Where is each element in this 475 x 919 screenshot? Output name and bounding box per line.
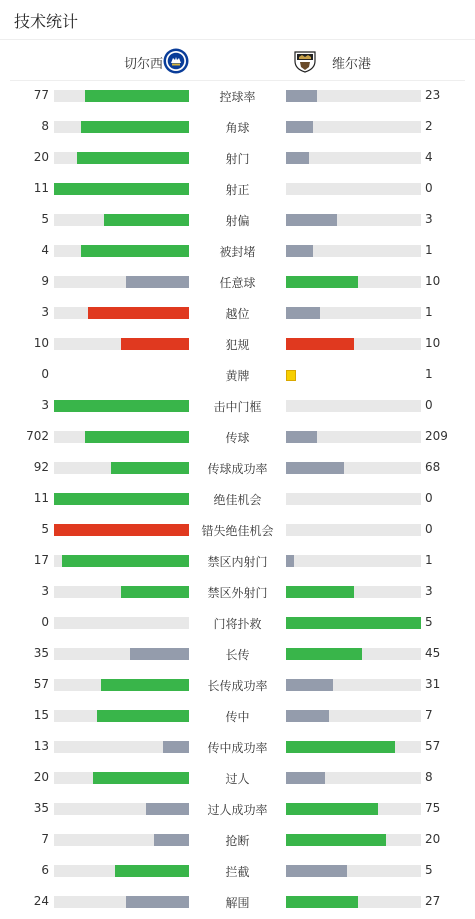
away-stat-bar-fill <box>286 586 354 598</box>
away-stat-bar <box>286 183 421 195</box>
away-stat-value: 3 <box>425 212 433 226</box>
stat-row <box>0 112 475 143</box>
stat-label: 过人成功率 <box>207 803 268 817</box>
stat-row <box>0 453 475 484</box>
home-stat-value: 3 <box>41 305 49 319</box>
away-stat-bar-fill <box>286 896 358 908</box>
away-stat-value: 1 <box>425 367 433 381</box>
stat-label: 越位 <box>225 307 250 321</box>
away-stat-bar <box>286 307 421 319</box>
away-stat-bar <box>286 803 421 815</box>
stat-label: 射门 <box>225 152 250 166</box>
home-stat-bar <box>54 679 189 691</box>
stat-row <box>0 856 475 887</box>
away-stat-bar-fill <box>286 865 347 877</box>
stat-row <box>0 143 475 174</box>
home-stat-value: 8 <box>41 119 49 133</box>
away-stat-bar-fill <box>286 307 320 319</box>
page-title: 技术统计 <box>14 12 79 31</box>
home-stat-bar <box>54 493 189 505</box>
away-stat-bar-fill <box>286 152 309 164</box>
home-stat-bar <box>54 741 189 753</box>
home-stat-value: 92 <box>33 460 49 474</box>
away-stat-value: 3 <box>425 584 433 598</box>
away-stat-value: 7 <box>425 708 433 722</box>
stat-label: 击中门框 <box>213 400 262 414</box>
home-stat-value: 10 <box>33 336 49 350</box>
stat-label: 错失绝佳机会 <box>201 524 274 538</box>
home-stat-bar-fill <box>54 493 189 505</box>
home-stat-bar-fill <box>115 865 189 877</box>
away-stat-bar <box>286 524 421 536</box>
stat-label: 长传 <box>225 648 250 662</box>
away-stat-bar <box>286 617 421 629</box>
away-stat-bar <box>286 772 421 784</box>
stat-label: 禁区内射门 <box>207 555 268 569</box>
home-stat-bar <box>54 152 189 164</box>
home-stat-bar-fill <box>85 431 189 443</box>
stat-label: 传球成功率 <box>207 462 268 476</box>
away-stat-bar <box>286 679 421 691</box>
away-stat-bar-fill <box>286 772 325 784</box>
home-stat-bar-fill <box>62 555 189 567</box>
away-stat-bar-fill <box>286 679 333 691</box>
home-stat-bar-fill <box>81 245 189 257</box>
home-stat-bar <box>54 772 189 784</box>
home-stat-value: 57 <box>33 677 49 691</box>
away-stat-bar <box>286 462 421 474</box>
away-stat-value: 1 <box>425 553 433 567</box>
away-stat-bar <box>286 152 421 164</box>
stat-row <box>0 515 475 546</box>
stat-label: 角球 <box>225 121 250 135</box>
home-stat-bar <box>54 555 189 567</box>
stat-label: 拦截 <box>225 865 250 879</box>
stat-label: 射偏 <box>225 214 250 228</box>
away-stat-bar <box>286 710 421 722</box>
home-team-name: 切尔西 <box>123 57 163 72</box>
home-stat-bar-fill <box>77 152 189 164</box>
away-stat-bar <box>286 896 421 908</box>
home-stat-bar <box>54 183 189 195</box>
stat-row <box>0 298 475 329</box>
away-stat-value: 75 <box>425 801 441 815</box>
home-stat-value: 20 <box>33 150 49 164</box>
home-stat-value: 20 <box>33 770 49 784</box>
home-stat-bar <box>54 648 189 660</box>
stat-label: 任意球 <box>219 276 256 290</box>
home-stat-value: 35 <box>33 801 49 815</box>
stat-label: 禁区外射门 <box>207 586 268 600</box>
stat-label: 黄牌 <box>225 369 250 383</box>
home-stat-value: 0 <box>41 615 49 629</box>
away-stat-value: 20 <box>425 832 441 846</box>
home-stat-value: 11 <box>33 491 49 505</box>
home-stat-value: 6 <box>41 863 49 877</box>
home-stat-bar <box>54 307 189 319</box>
stat-row <box>0 484 475 515</box>
home-stat-bar <box>54 214 189 226</box>
stat-row <box>0 763 475 794</box>
home-stat-bar-fill <box>81 121 189 133</box>
away-stat-bar-fill <box>286 121 313 133</box>
home-stat-bar <box>54 834 189 846</box>
home-stat-bar <box>54 245 189 257</box>
away-stat-bar <box>286 431 421 443</box>
home-stat-bar <box>54 276 189 288</box>
away-stat-value: 1 <box>425 305 433 319</box>
away-stat-value: 5 <box>425 863 433 877</box>
away-stat-bar <box>286 338 421 350</box>
teams-header <box>0 46 475 76</box>
home-stat-value: 5 <box>41 212 49 226</box>
away-stat-bar <box>286 493 421 505</box>
home-stat-bar-fill <box>126 896 189 908</box>
stat-row <box>0 887 475 918</box>
away-stat-bar <box>286 555 421 567</box>
stat-label: 解围 <box>225 896 250 910</box>
home-stat-value: 77 <box>33 88 49 102</box>
away-stat-bar-fill <box>286 555 294 567</box>
away-stat-value: 31 <box>425 677 441 691</box>
away-stat-bar <box>286 276 421 288</box>
away-stat-bar-fill <box>286 710 329 722</box>
away-stat-bar <box>286 400 421 412</box>
stat-row <box>0 360 475 391</box>
port-vale-crest-icon <box>292 48 318 74</box>
stat-label: 控球率 <box>219 90 256 104</box>
away-stat-value: 45 <box>425 646 441 660</box>
away-stat-bar <box>286 834 421 846</box>
home-stat-bar <box>54 896 189 908</box>
stat-row <box>0 732 475 763</box>
home-stat-value: 11 <box>33 181 49 195</box>
home-stat-value: 3 <box>41 584 49 598</box>
away-stat-bar <box>286 741 421 753</box>
away-stat-bar-fill <box>286 462 344 474</box>
away-stat-bar-fill <box>286 648 362 660</box>
home-stat-bar-fill <box>97 710 189 722</box>
away-stat-bar <box>286 586 421 598</box>
away-stat-bar-fill <box>286 617 421 629</box>
home-stat-bar <box>54 121 189 133</box>
stat-row <box>0 329 475 360</box>
home-stat-value: 702 <box>26 429 49 443</box>
away-stat-value: 209 <box>425 429 448 443</box>
home-stat-bar-fill <box>104 214 189 226</box>
home-stat-bar-fill <box>154 834 189 846</box>
away-stat-bar <box>286 865 421 877</box>
away-stat-bar-fill <box>286 431 317 443</box>
away-stat-value: 5 <box>425 615 433 629</box>
home-stat-bar <box>54 586 189 598</box>
home-stat-value: 24 <box>33 894 49 908</box>
home-stat-bar-fill <box>85 90 189 102</box>
home-stat-value: 4 <box>41 243 49 257</box>
stat-row <box>0 236 475 267</box>
home-stat-value: 3 <box>41 398 49 412</box>
stat-label: 抢断 <box>225 834 250 848</box>
home-stat-value: 17 <box>33 553 49 567</box>
away-stat-value: 0 <box>425 181 433 195</box>
stat-label: 长传成功率 <box>207 679 268 693</box>
stat-label: 被封堵 <box>219 245 256 259</box>
home-stat-value: 9 <box>41 274 49 288</box>
away-stat-value: 57 <box>425 739 441 753</box>
stat-row <box>0 639 475 670</box>
stat-row <box>0 701 475 732</box>
stat-row <box>0 794 475 825</box>
home-stat-bar <box>54 524 189 536</box>
home-stat-bar-fill <box>54 524 189 536</box>
stat-row <box>0 174 475 205</box>
away-stat-value: 1 <box>425 243 433 257</box>
stat-label: 传中成功率 <box>207 741 268 755</box>
stat-label: 过人 <box>225 772 250 786</box>
stat-row <box>0 608 475 639</box>
home-stat-bar <box>54 338 189 350</box>
home-stat-bar-fill <box>126 276 189 288</box>
home-stat-bar <box>54 803 189 815</box>
away-stat-bar <box>286 90 421 102</box>
away-stat-bar-fill <box>286 803 378 815</box>
away-stat-value: 10 <box>425 336 441 350</box>
away-stat-bar-fill <box>286 90 317 102</box>
stat-label: 绝佳机会 <box>213 493 262 507</box>
yellow-card-icon <box>286 370 296 381</box>
stat-row <box>0 577 475 608</box>
home-stat-bar <box>54 462 189 474</box>
home-stat-bar-fill <box>54 400 189 412</box>
home-stat-bar <box>54 710 189 722</box>
away-stat-value: 0 <box>425 398 433 412</box>
away-stat-bar <box>286 214 421 226</box>
home-stat-value: 13 <box>33 739 49 753</box>
stat-label: 传中 <box>225 710 250 724</box>
stat-label: 犯规 <box>225 338 250 352</box>
home-stat-value: 0 <box>41 367 49 381</box>
away-team-name: 维尔港 <box>332 57 372 72</box>
away-stat-bar-fill <box>286 276 358 288</box>
away-stat-bar-fill <box>286 245 313 257</box>
away-stat-value: 68 <box>425 460 441 474</box>
stat-row <box>0 205 475 236</box>
home-stat-bar-fill <box>93 772 189 784</box>
header-divider <box>0 39 475 40</box>
home-stat-bar-fill <box>130 648 189 660</box>
home-stat-bar <box>54 90 189 102</box>
stat-row <box>0 81 475 112</box>
home-stat-bar-fill <box>54 183 189 195</box>
chelsea-crest-icon <box>163 48 189 74</box>
home-stat-bar <box>54 431 189 443</box>
away-stat-value: 0 <box>425 491 433 505</box>
home-stat-bar-fill <box>88 307 189 319</box>
away-stat-value: 23 <box>425 88 441 102</box>
away-stat-value: 0 <box>425 522 433 536</box>
away-stat-value: 27 <box>425 894 441 908</box>
home-stat-bar-fill <box>111 462 189 474</box>
stat-label: 射正 <box>225 183 250 197</box>
home-stat-bar <box>54 865 189 877</box>
stat-row <box>0 825 475 856</box>
away-stat-bar-fill <box>286 214 337 226</box>
stat-row <box>0 670 475 701</box>
home-stat-bar-fill <box>121 338 189 350</box>
away-stat-value: 2 <box>425 119 433 133</box>
home-stat-bar <box>54 400 189 412</box>
stat-label: 门将扑救 <box>213 617 262 631</box>
stat-row <box>0 422 475 453</box>
away-stat-bar <box>286 648 421 660</box>
home-stat-bar-fill <box>101 679 189 691</box>
away-stat-bar <box>286 121 421 133</box>
away-stat-bar-fill <box>286 741 395 753</box>
home-stat-value: 5 <box>41 522 49 536</box>
home-stat-bar <box>54 617 189 629</box>
stat-label: 传球 <box>225 431 250 445</box>
away-stat-value: 4 <box>425 150 433 164</box>
home-stat-bar-fill <box>163 741 189 753</box>
home-stat-bar-fill <box>121 586 189 598</box>
stat-row <box>0 267 475 298</box>
away-stat-value: 8 <box>425 770 433 784</box>
away-stat-bar <box>286 245 421 257</box>
stat-row <box>0 391 475 422</box>
away-stat-bar-fill <box>286 338 354 350</box>
home-stat-value: 7 <box>41 832 49 846</box>
away-stat-value: 10 <box>425 274 441 288</box>
home-stat-bar-fill <box>146 803 189 815</box>
home-stat-value: 15 <box>33 708 49 722</box>
stat-row <box>0 546 475 577</box>
home-stat-value: 35 <box>33 646 49 660</box>
away-stat-bar-fill <box>286 834 386 846</box>
